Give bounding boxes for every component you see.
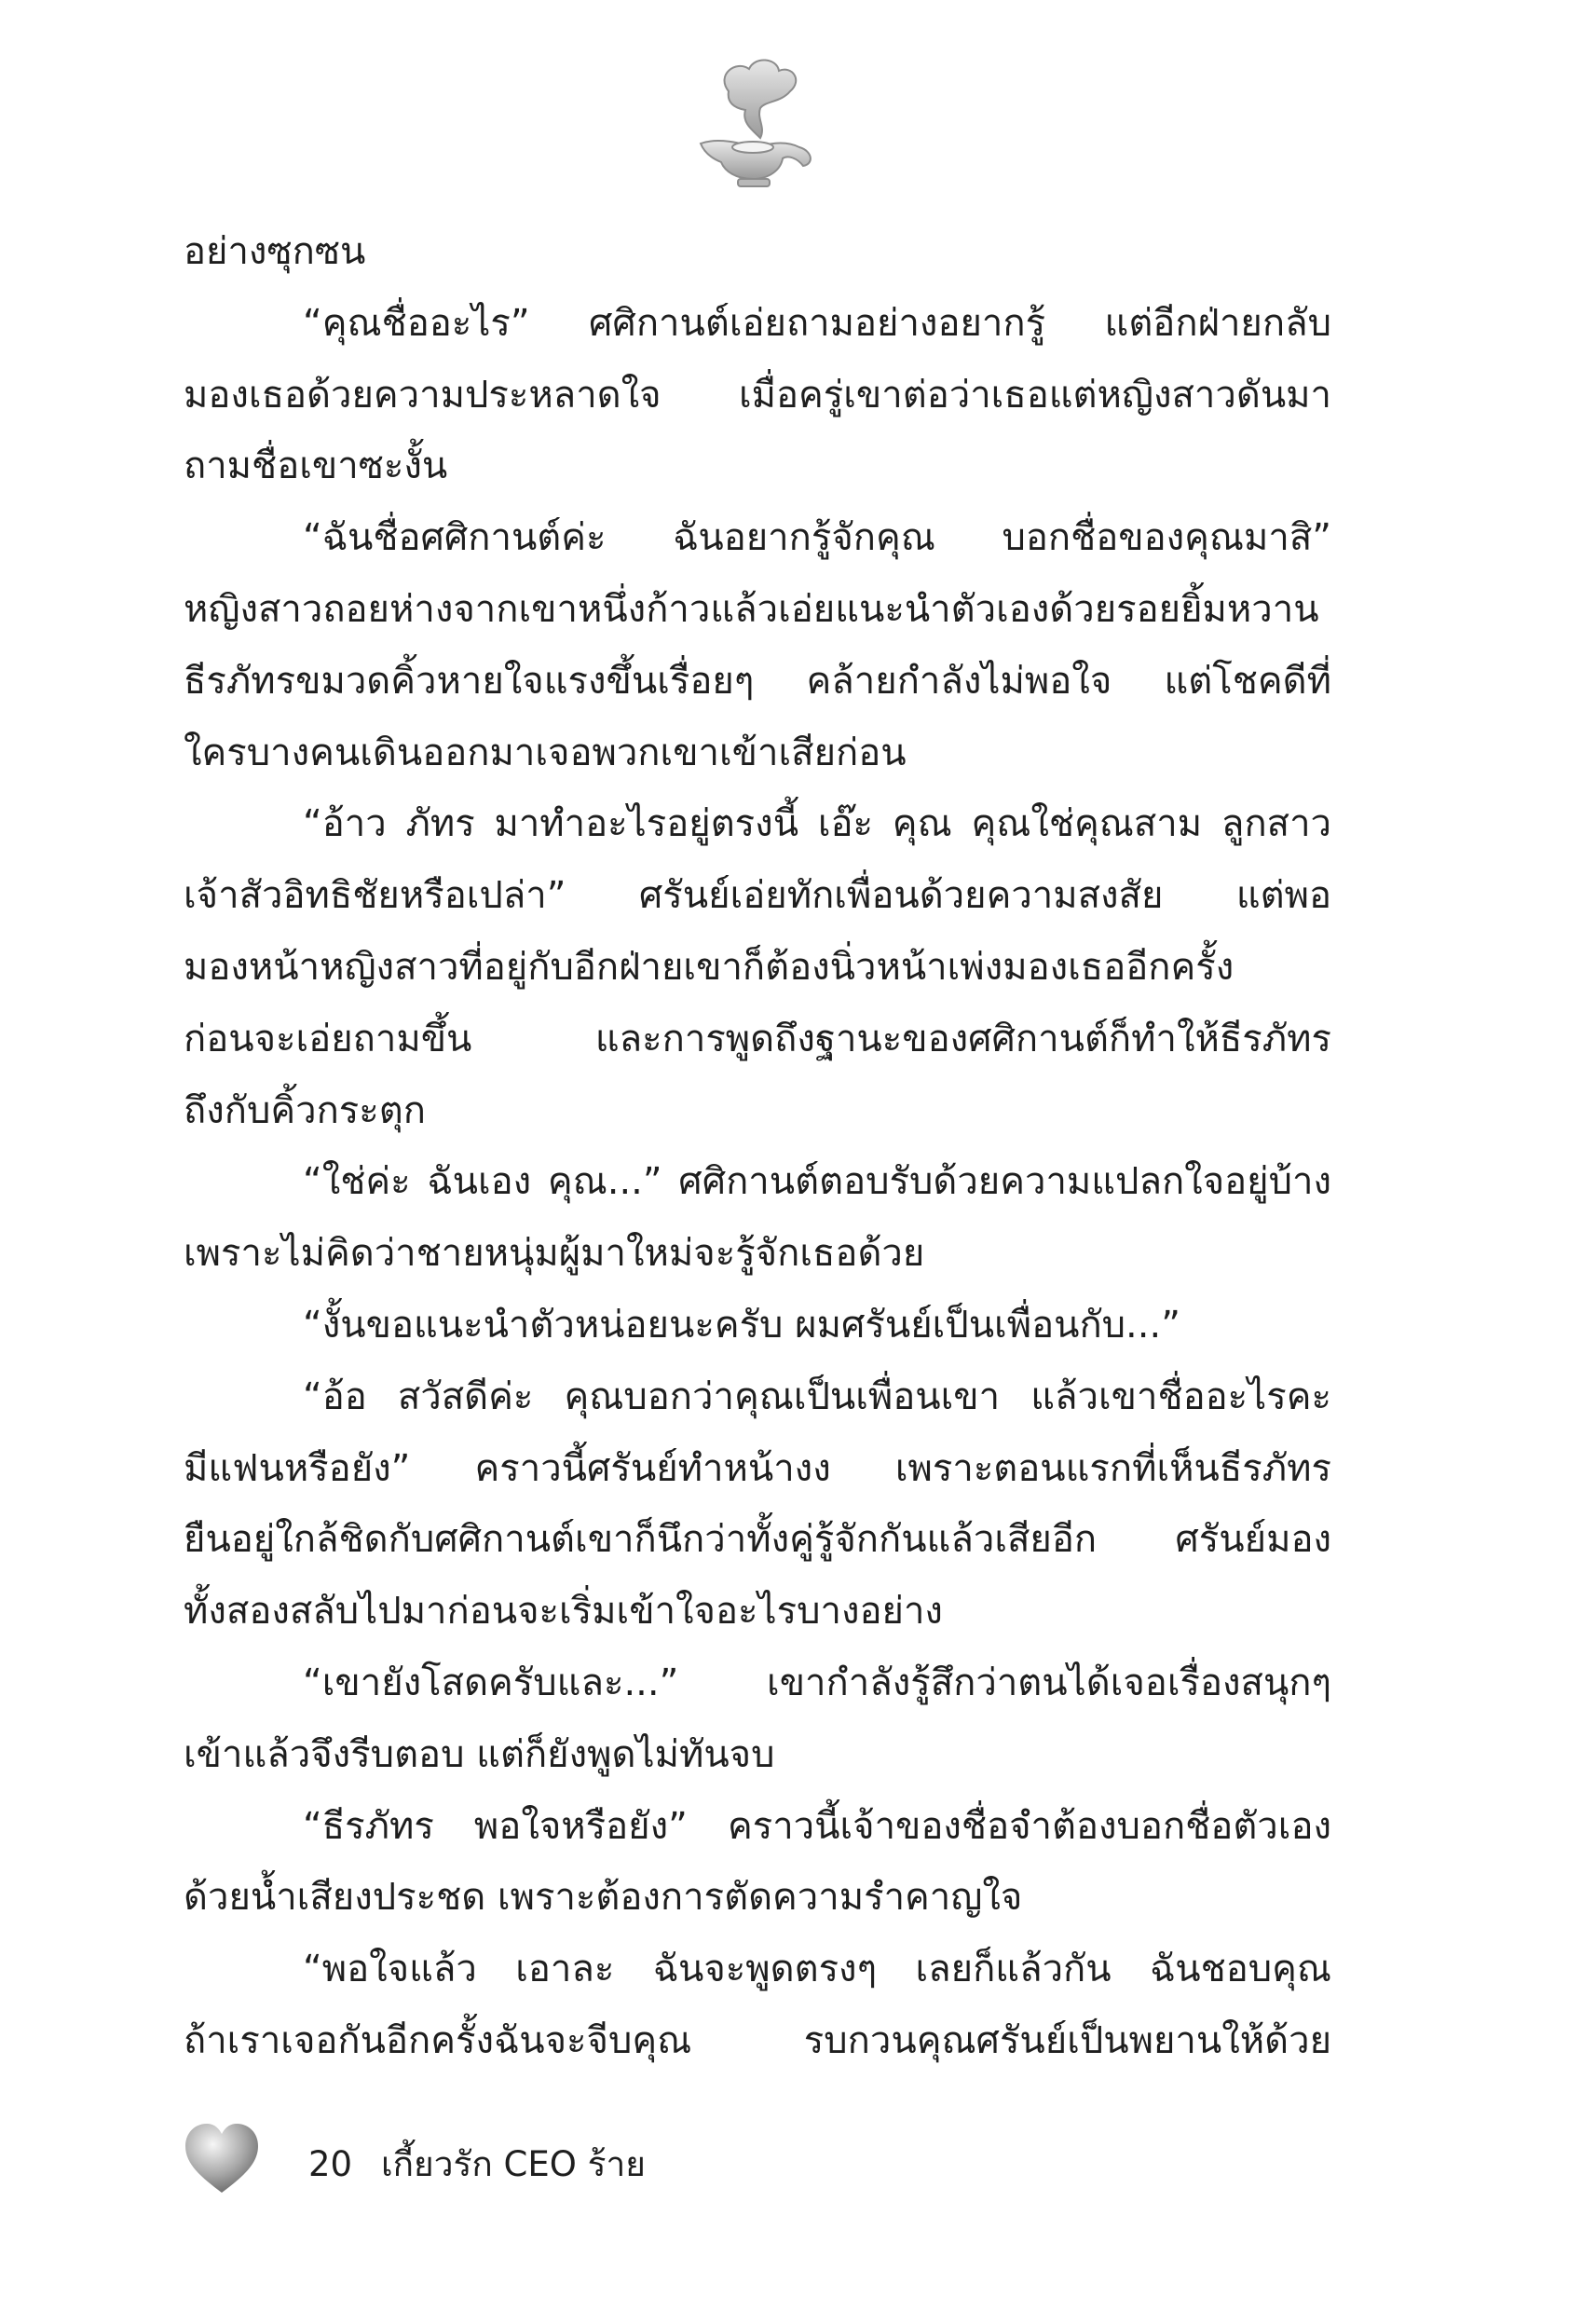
page-footer [182, 2120, 834, 2204]
body-line: “อ้อ สวัสดีค่ะ คุณบอกว่าคุณเป็นเพื่อนเขา แล้วเขาชื่ออะไรคะ [303, 1374, 1331, 1418]
body-line: “ใช่ค่ะ ฉันเอง คุณ...” ศศิกานต์ตอบรับด้วยความแปลกใจอยู่บ้าง [303, 1160, 1331, 1204]
body-line: ธีรภัทรขมวดคิ้วหายใจแรงขึ้นเรื่อยๆ คล้ายกำลังไม่พอใจ แต่โชคดีที่ [184, 659, 1331, 703]
running-title: เกี้ยวรัก CEO ร้าย [381, 2144, 646, 2184]
body-line: อย่างซุกซน [184, 230, 366, 273]
body-line: หญิงสาวถอยห่างจากเขาหนึ่งก้าวแล้วเอ่ยแนะนำตัวเองด้วยรอยยิ้มหวาน [184, 587, 1319, 631]
body-line: มองเธอด้วยความประหลาดใจ เมื่อครู่เขาต่อว่าเธอแต่หญิงสาวดันมา [184, 373, 1331, 417]
body-text [184, 216, 1331, 2077]
body-line: เพราะไม่คิดว่าชายหนุ่มผู้มาใหม่จะรู้จักเธอด้วย [184, 1232, 925, 1276]
body-line: ถ้าเราเจอกันอีกครั้งฉันจะจีบคุณ รบกวนคุณศรันย์เป็นพยานให้ด้วย [184, 2018, 1331, 2062]
body-line: ทั้งสองสลับไปมาก่อนจะเริ่มเข้าใจอะไรบางอย่าง [184, 1590, 943, 1634]
body-line: “อ้าว ภัทร มาทำอะไรอยู่ตรงนี้ เอ๊ะ คุณ คุณใช่คุณสาม ลูกสาว [303, 802, 1331, 846]
body-line: ก่อนจะเอ่ยถามขึ้น และการพูดถึงฐานะของศศิกานต์ก็ทำให้ธีรภัทร [184, 1017, 1331, 1060]
body-line: “พอใจแล้ว เอาละ ฉันจะพูดตรงๆ เลยก็แล้วกัน ฉันชอบคุณ [303, 1948, 1331, 1991]
body-line: เจ้าสัวอิทธิชัยหรือเปล่า” ศรันย์เอ่ยทักเพื่อนด้วยความสงสัย แต่พอ [184, 874, 1331, 918]
body-line: ใครบางคนเดินออกมาเจอพวกเขาเข้าเสียก่อน [184, 731, 907, 774]
body-line: มีแฟนหรือยัง” คราวนี้ศรันย์ทำหน้างง เพราะตอนแรกที่เห็นธีรภัทร [184, 1446, 1331, 1490]
genie-lamp-icon [688, 54, 818, 194]
body-line: มองหน้าหญิงสาวที่อยู่กับอีกฝ่ายเขาก็ต้องนิ่วหน้าเพ่งมองเธออีกครั้ง [184, 945, 1235, 989]
heart-icon [182, 2120, 262, 2198]
body-line: ถามชื่อเขาซะงั้น [184, 444, 448, 488]
body-line: เข้าแล้วจึงรีบตอบ แต่ก็ยังพูดไม่ทันจบ [184, 1732, 775, 1776]
body-line: “ธีรภัทร พอใจหรือยัง” คราวนี้เจ้าของชื่อจำต้องบอกชื่อตัวเอง [303, 1804, 1331, 1848]
body-line: “เขายังโสดครับและ...” เขากำลังรู้สึกว่าตนได้เจอเรื่องสนุกๆ [303, 1661, 1331, 1704]
body-line: “ฉันชื่อศศิกานต์ค่ะ ฉันอยากรู้จักคุณ บอกชื่อของคุณมาสิ” [303, 516, 1331, 560]
body-line: ด้วยน้ำเสียงประชด เพราะต้องการตัดความรำคาญใจ [184, 1876, 1023, 1920]
body-line: ถึงกับคิ้วกระตุก [184, 1088, 426, 1132]
body-line: “คุณชื่ออะไร” ศศิกานต์เอ่ยถามอย่างอยากรู้ แต่อีกฝ่ายกลับ [303, 301, 1331, 345]
page-number: 20 [308, 2144, 353, 2184]
body-line: “งั้นขอแนะนำตัวหน่อยนะครับ ผมศรันย์เป็นเพื่อนกับ...” [303, 1303, 1180, 1347]
body-line: ยืนอยู่ใกล้ชิดกับศศิกานต์เขาก็นึกว่าทั้งคู่รู้จักกันแล้วเสียอีก ศรันย์มอง [184, 1518, 1331, 1562]
